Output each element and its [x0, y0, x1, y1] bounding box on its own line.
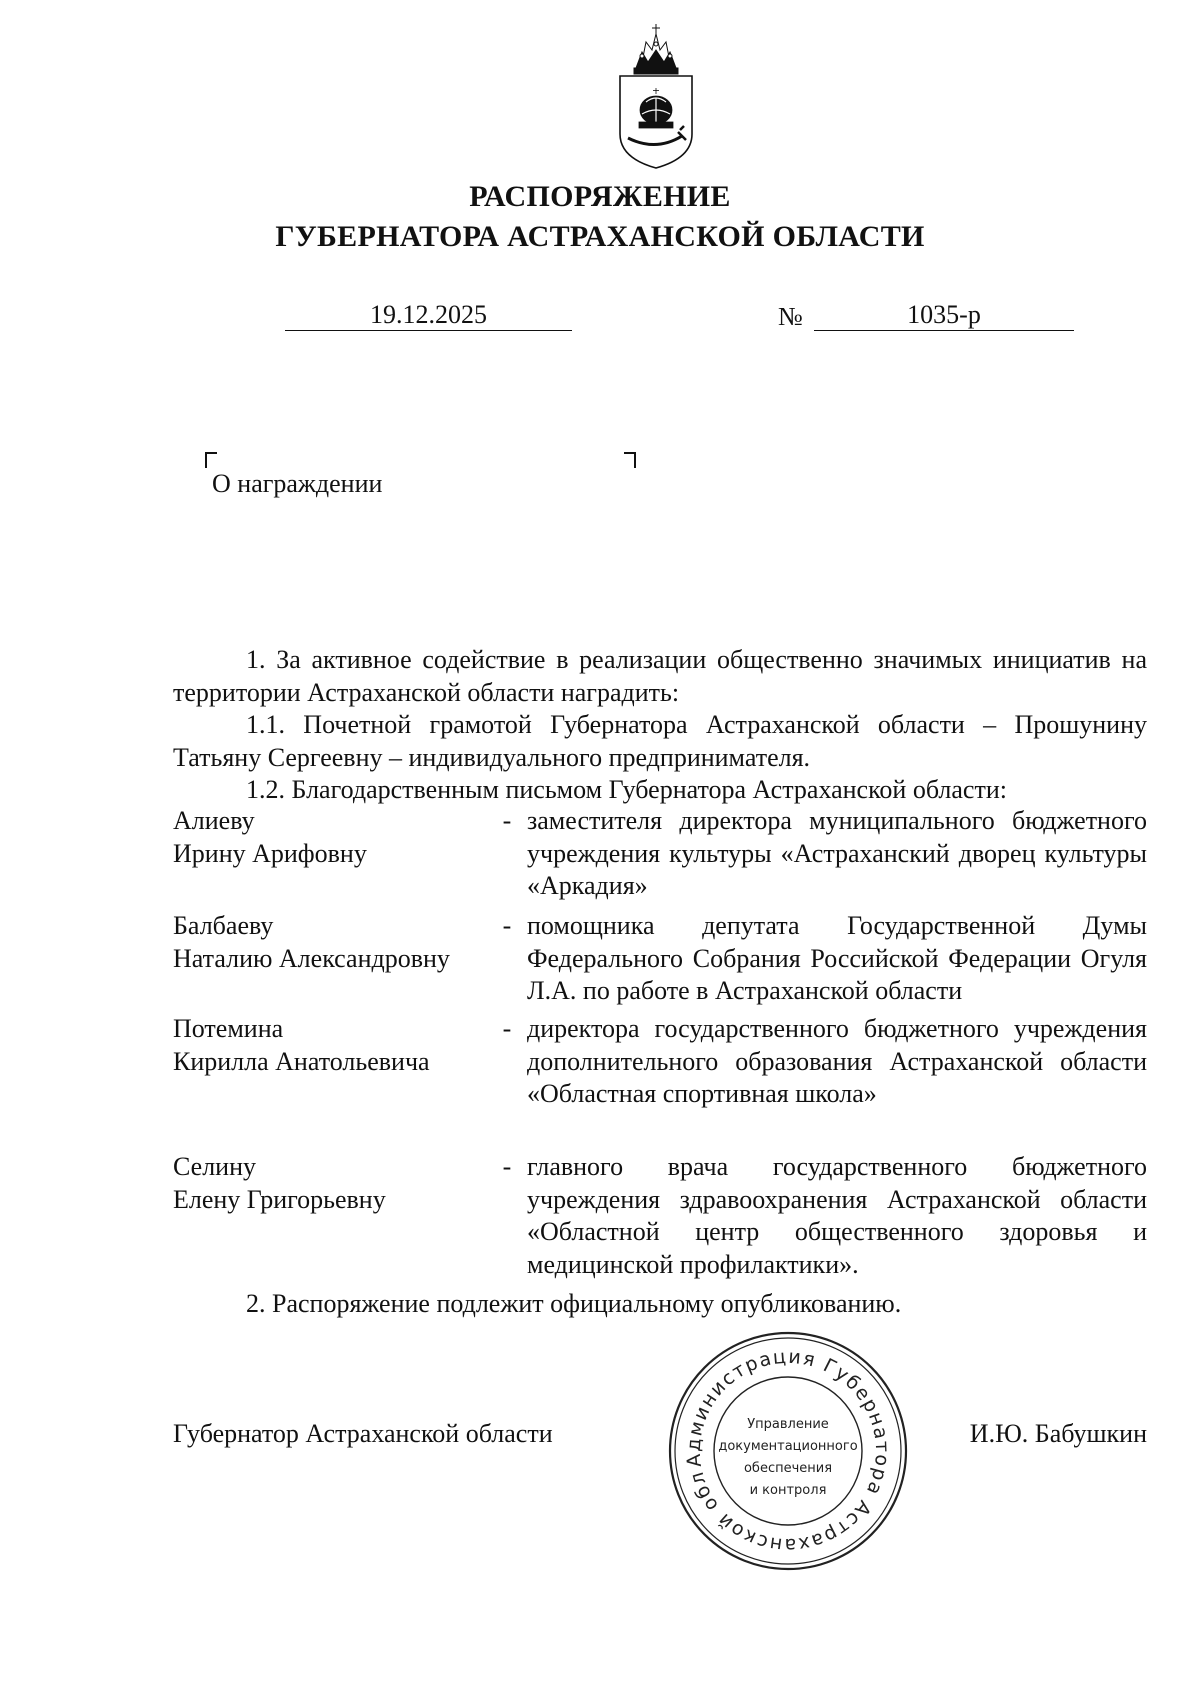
signer-name: И.Ю. Бабушкин: [969, 1419, 1147, 1448]
awardee-surname: Потемина: [173, 1014, 284, 1043]
stamp-ring-text: Администрация Губернатора Астраханской области: [682, 1345, 894, 1557]
awardee-given-names: Наталию Александровну: [173, 943, 450, 973]
stamp-center-line-4: и контроля: [749, 1483, 827, 1498]
awardee-name: [173, 910, 483, 975]
awardee-role: заместителя директора муниципального бюджетного учреждения культуры «Астраханский дворец культуры «Аркадия»: [527, 806, 1147, 900]
signer-title: Губернатор Астраханской области: [173, 1419, 553, 1448]
awardee-given-names: Ирину Арифовну: [173, 838, 367, 868]
awardee-surname: Селину: [173, 1152, 257, 1181]
awardee-role: главного врача государственного бюджетного учреждения здравоохранения Астраханской области «Областной центр общественного здоровья и медицинской профилактики».: [527, 1152, 1147, 1279]
stamp-center-line-3: обеспечения: [743, 1461, 833, 1476]
awardee-given-names: Кирилла Анатольевича: [173, 1046, 430, 1076]
document-date: 19.12.2025: [285, 300, 572, 331]
document-subject: О награждении: [212, 469, 383, 498]
stamp-center-line-2: документационного: [718, 1439, 858, 1454]
awardee-name: [173, 805, 483, 870]
paragraph-1-2: 1.2. Благодарственным письмом Губернатора Астраханской области:: [246, 775, 1007, 804]
number-label: №: [778, 302, 803, 331]
awardee-name: [173, 1013, 483, 1078]
paragraph-2: 2. Распоряжение подлежит официальному опубликованию.: [246, 1289, 902, 1318]
paragraph-1: 1. За активное содействие в реализации общественно значимых инициатив на территории Астраханской области наградить:: [173, 645, 1147, 707]
awardee-role: директора государственного бюджетного учреждения дополнительного образования Астраханской области «Областная спортивная школа»: [527, 1014, 1147, 1108]
subject-corner-left: [205, 452, 217, 468]
subject-corner-right: [624, 452, 636, 468]
awardee-dash: -: [502, 806, 512, 835]
awardee-role: помощника депутата Государственной Думы Федерального Собрания Российской Федерации Огуля Л.А. по работе в Астраханской области: [527, 911, 1147, 1005]
awardee-dash: -: [502, 1014, 512, 1043]
awardee-surname: Алиеву: [173, 806, 255, 835]
issuer-heading: ГУБЕРНАТОРА АСТРАХАНСКОЙ ОБЛАСТИ: [275, 220, 925, 253]
official-seal-stamp: [667, 1330, 909, 1572]
document-type-heading: РАСПОРЯЖЕНИЕ: [469, 180, 731, 213]
astrakhan-coat-of-arms-icon: [612, 22, 700, 172]
document-number: 1035-р: [814, 300, 1074, 331]
awardee-dash: -: [502, 1152, 512, 1181]
body-intro: [173, 644, 1147, 807]
awardee-dash: -: [502, 911, 512, 940]
awardee-given-names: Елену Григорьевну: [173, 1184, 386, 1214]
awardee-name: [173, 1151, 483, 1216]
paragraph-1-1: 1.1. Почетной грамотой Губернатора Астраханской области – Прошунину Татьяну Сергеевну – индивидуального предпринимателя.: [173, 710, 1147, 772]
stamp-center-line-1: Управление: [747, 1417, 829, 1432]
awardee-surname: Балбаеву: [173, 911, 274, 940]
